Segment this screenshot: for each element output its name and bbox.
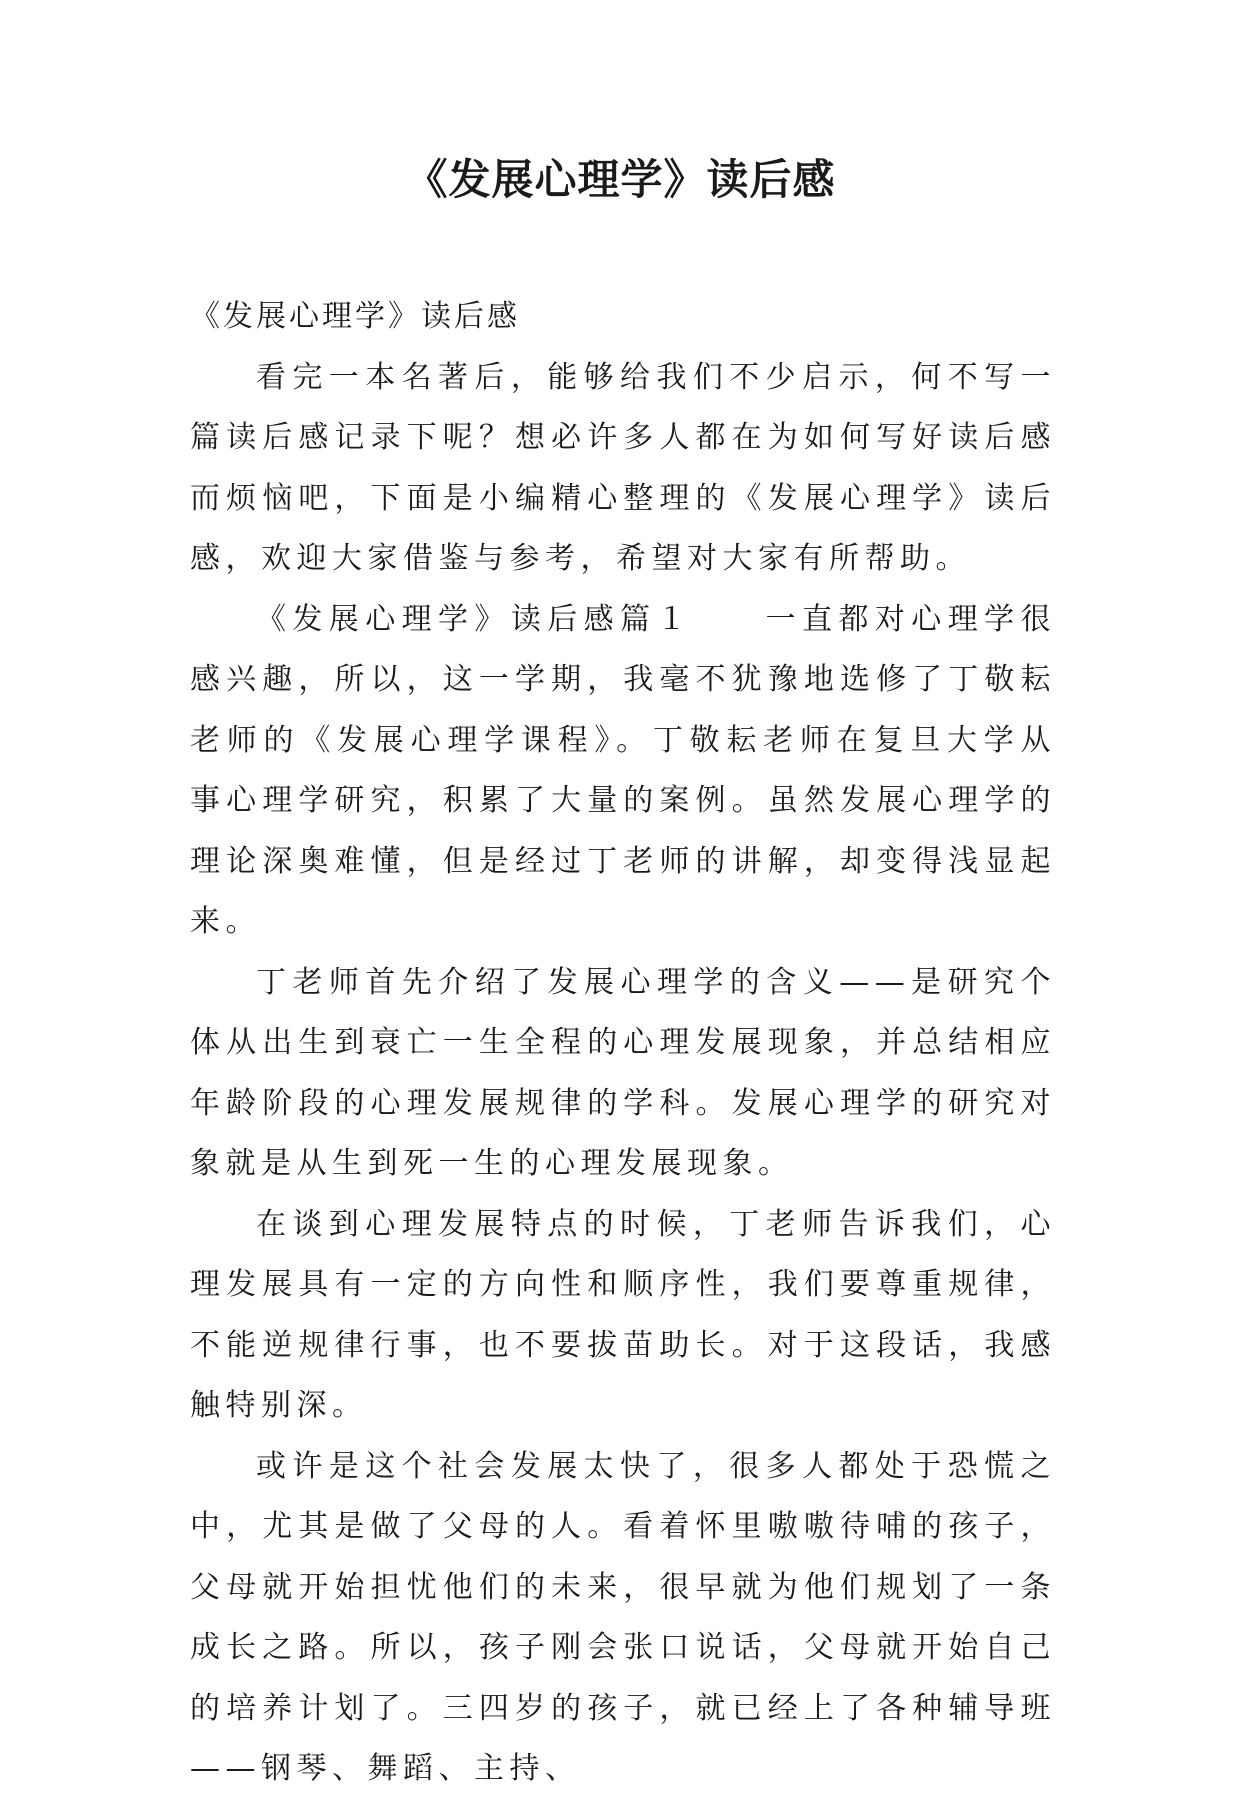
document-body bbox=[190, 287, 1056, 1800]
document-title: 《发展心理学》读后感 bbox=[405, 155, 836, 204]
paragraph-intro: 看完一本名著后，能够给我们不少启示，何不写一篇读后感记录下呢？想必许多人都在为如何写好读后感而烦恼吧，下面是小编精心整理的《发展心理学》读后感，欢迎大家借鉴与参考，希望对大家有所帮助。 bbox=[190, 359, 1056, 576]
document-subtitle: 《发展心理学》读后感 bbox=[190, 299, 520, 334]
paragraph-characteristics: 在谈到心理发展特点的时候，丁老师告诉我们，心理发展具有一定的方向性和顺序性，我们要尊重规律，不能逆规律行事，也不要拔苗助长。对于这段话，我感触特别深。 bbox=[190, 1206, 1056, 1423]
paragraph-parents: 或许是这个社会发展太快了，很多人都处于恐慌之中，尤其是做了父母的人。看着怀里嗷嗷待哺的孩子，父母就开始担忧他们的未来，很早就为他们规划了一条成长之路。所以，孩子刚会张口说话，父母就开始自己的培养计划了。三四岁的孩子，就已经上了各种辅导班——钢琴、舞蹈、主持、 bbox=[190, 1448, 1056, 1786]
paragraph-definition: 丁老师首先介绍了发展心理学的含义——是研究个体从出生到衰亡一生全程的心理发展现象，并总结相应年龄阶段的心理发展规律的学科。发展心理学的研究对象就是从生到死一生的心理发展现象。 bbox=[190, 964, 1056, 1181]
paragraph-part-1: 《发展心理学》读后感篇１ 一直都对心理学很感兴趣，所以，这一学期，我毫不犹豫地选修了丁敬耘老师的《发展心理学课程》。丁敬耘老师在复旦大学从事心理学研究，积累了大量的案例。虽然发展心理学的理论深奥难懂，但是经过丁老师的讲解，却变得浅显起来。 bbox=[190, 601, 1056, 939]
